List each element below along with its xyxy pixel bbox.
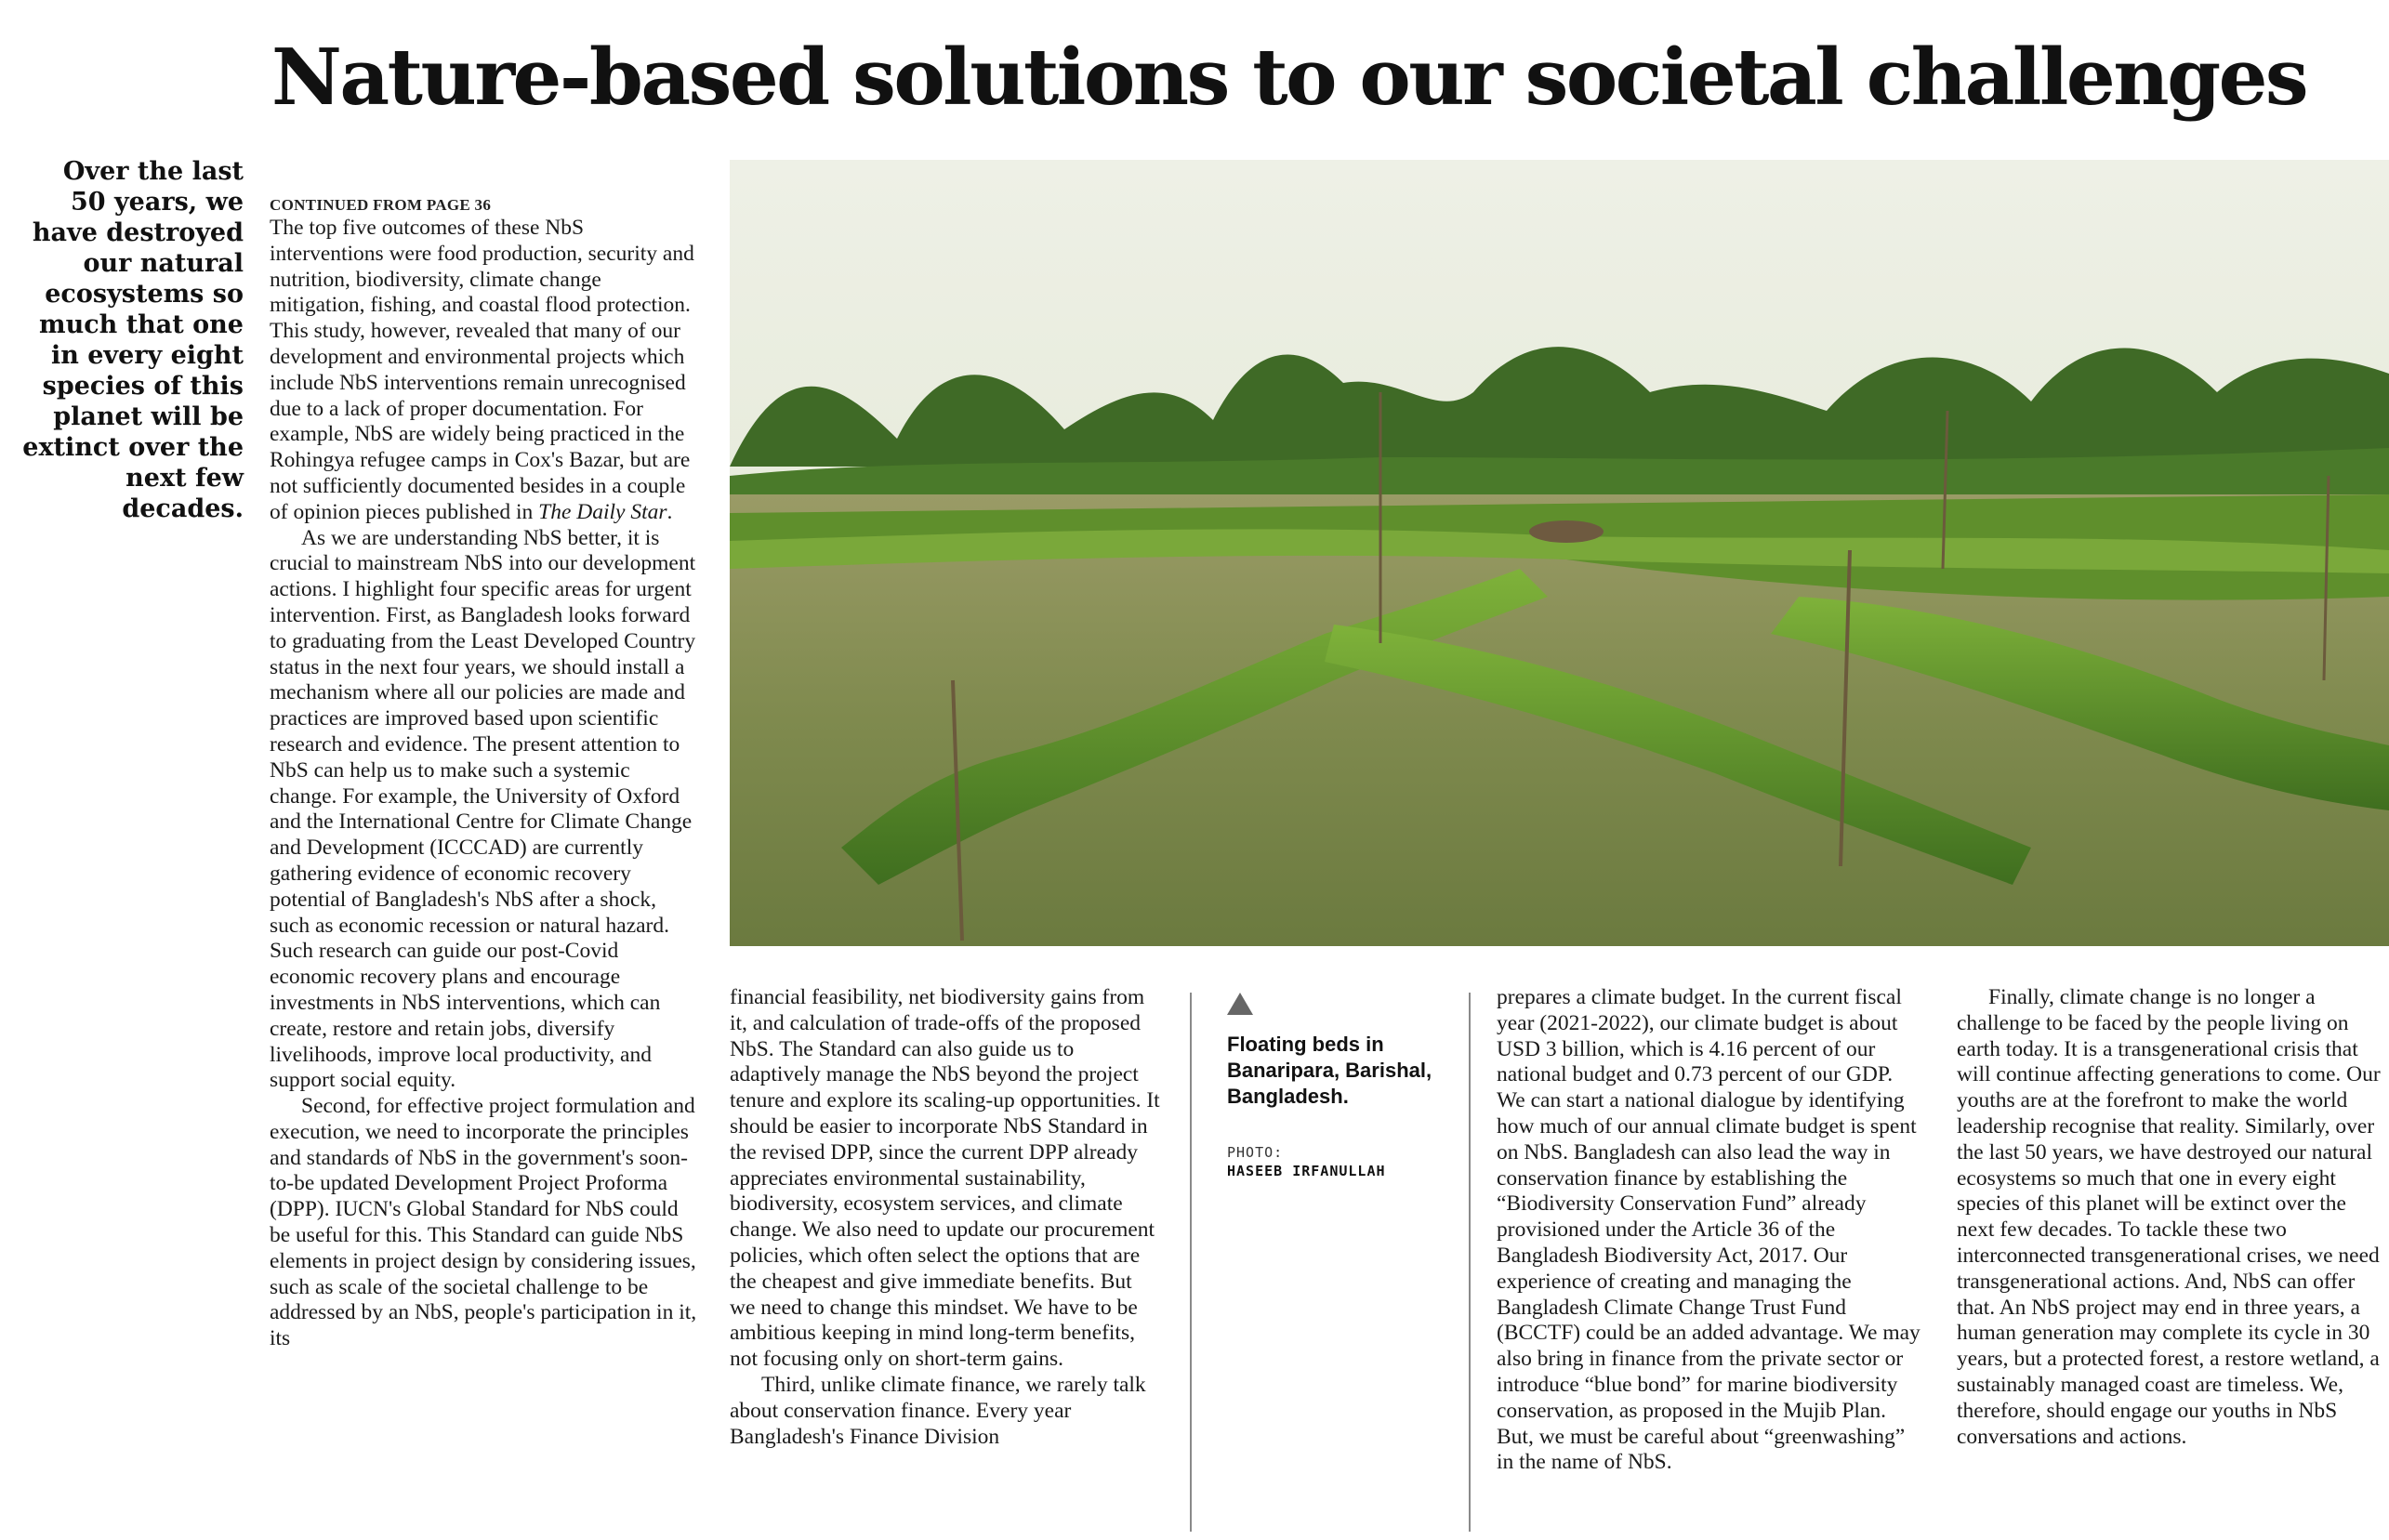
column2-paragraph-2: Third, unlike climate finance, we rarely talk about conservation finance. Every year Bangladesh's Finance Division [730, 1372, 1146, 1449]
photo-caption-block [1227, 993, 1464, 1180]
headline: Nature-based solutions to our societal challenges [271, 32, 2307, 123]
column1-paragraph-2: As we are understanding NbS better, it is crucial to mainstream NbS into our development actions. I highlight four specific areas for urgent intervention. First, as Bangladesh looks forward to graduating from the Least Developed Country status in the next four years, we should install a mechanism where all our policies are made and practices are improved based upon scientific research and evidence. The present attention to NbS can help us to make such a systemic change. For example, the University of Oxford and the International Centre for Climate Change and Development (ICCCAD) are currently gathering evidence of economic recovery potential of Bangladesh's NbS after a shock, such as economic recession or natural hazard. Such research can guide our post-Covid economic recovery plans and encourage investments in NbS interventions, which can create, restore and retain jobs, diversify livelihoods, improve local productivity, and support social equity. [270, 525, 696, 1093]
column2-paragraph-1: financial feasibility, net biodiversity gains from it, and calculation of trade-offs of the proposed NbS. The Standard can also guide us to adaptively manage the NbS beyond the project tenure and explore its scaling-up opportunities. It should be easier to incorporate NbS Standard in the revised DPP, since the current DPP already appreciates environmental sustainability, biodiversity, ecosystem services, and climate change. We also need to update our procurement policies, which often select the options that are the cheapest and give immediate benefits. But we need to change this mindset. We have to be ambitious keeping in mind long-term benefits, not focusing only on short-term gains. [730, 985, 1160, 1372]
column1-paragraph-1: The top five outcomes of these NbS interventions were food production, security and nutrition, biodiversity, climate change mitigation, fishing, and coastal flood protection. This study, however, revealed that many of our development and environmental projects which include NbS interventions remain unrecognised due to a lack of proper documentation. For example, NbS are widely being practiced in the Rohingya refugee camps in Cox's Bazar, but are not sufficiently documented besides in a couple of opinion pieces published in The Daily Star. [270, 216, 694, 524]
column-divider [1190, 993, 1192, 1532]
photo-credit-name: HASEEB IRFANULLAH [1227, 1163, 1386, 1179]
column1-paragraph-3: Second, for effective project formulation and execution, we need to incorporate the principles and standards of NbS in the government's soon-to-be updated Development Project Proforma (DPP). IUCN's Global Standard for NbS could be useful for this. This Standard can guide NbS elements in project design by considering issues, such as scale of the societal challenge to be addressed by an NbS, people's participation in it, its [270, 1094, 697, 1351]
column3-paragraph-1: prepares a climate budget. In the current fiscal year (2021-2022), our climate budget is about USD 3 billion, which is 4.16 percent of our national budget and 0.73 percent of our GDP. We can start a national dialogue by identifying how much of our annual climate budget is spent on NbS. Bangladesh can also lead the way in conservation finance by establishing the “Biodiversity Conservation Fund” already provisioned under the Article 36 of the Bangladesh Biodiversity Act, 2017. Our experience of creating and managing the Bangladesh Climate Change Trust Fund (BCCTF) could be an added advantage. We may also bring in finance from the private sector or introduce “blue bond” for marine biodiversity conservation, as proposed in the Mujib Plan. But, we must be careful about “greenwashing” in the name of NbS. [1497, 985, 1920, 1475]
article-column-3 [1497, 985, 1924, 1538]
continued-from-kicker: CONTINUED FROM PAGE 36 [270, 196, 492, 214]
photo-caption: Floating beds in Banaripara, Barishal, Bangladesh. [1227, 1033, 1432, 1108]
article-column-1 [270, 195, 697, 1538]
article-column-2 [730, 985, 1162, 1538]
photo-credit-label: PHOTO: [1227, 1144, 1284, 1161]
floating-beds-illustration [730, 160, 2389, 946]
newspaper-name: The Daily Star [538, 499, 667, 524]
caption-pointer-icon [1227, 993, 1253, 1015]
pull-quote: Over the last 50 years, we have destroyed our natural ecosystems so much that one in every eight species of this planet will be extinct over the next few decades. [22, 157, 244, 523]
floating-beds-photo [730, 160, 2389, 946]
article-column-4 [1957, 985, 2384, 1538]
column-divider [1469, 993, 1471, 1532]
column4-paragraph-1: Finally, climate change is no longer a challenge to be faced by the people living on earth today. It is a transgenerational crisis that will continue affecting generations to come. Our youths are at the forefront to make the world leadership recognise that reality. Similarly, over the last 50 years, we have destroyed our natural ecosystems so much that one in every eight species of this planet will be extinct over the next few decades. To tackle these two interconnected transgenerational crises, we need transgenerational actions. And, NbS can offer that. An NbS project may end in three years, a human generation may complete its cycle in 30 years, but a protected forest, a restore wetland, a sustainably managed coast are timeless. We, therefore, should engage our youths in NbS conversations and actions. [1957, 985, 2381, 1449]
